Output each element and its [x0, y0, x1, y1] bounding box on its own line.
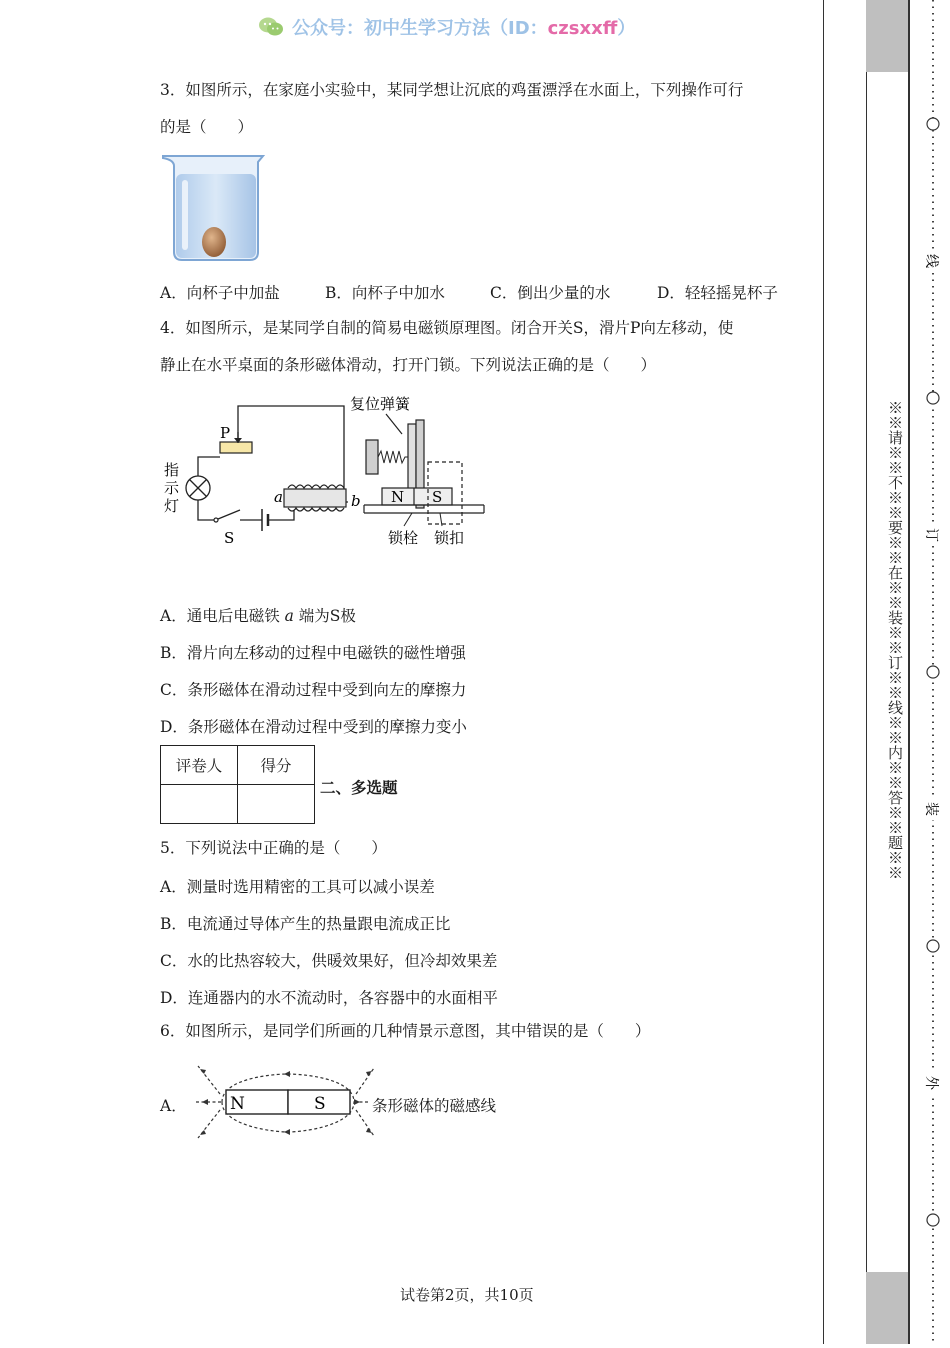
q4-electromagnetic-lock-figure — [158, 392, 498, 556]
score-cell-grader — [161, 785, 238, 824]
q4-line2: 静止在水平桌面的条形磁体滑动，打开门锁。下列说法正确的是（ ） — [160, 356, 657, 374]
lamp-label-2: 示 — [164, 479, 180, 497]
score-table — [160, 745, 315, 824]
watermark-id: czsxxff — [547, 18, 618, 39]
magnet-s-label: S — [432, 488, 443, 506]
binding-dotted-line — [922, 0, 944, 1344]
score-header-grader: 评卷人 — [161, 746, 238, 785]
switch-s-label: S — [224, 529, 235, 547]
q6-option-a-label: A． — [160, 1097, 187, 1115]
q3-option-a: A．向杯子中加盐 — [160, 284, 280, 302]
binding-margin — [823, 0, 867, 1344]
q3-line2: 的是（ ） — [160, 118, 254, 136]
q4-option-d: D．条形磁体在滑动过程中受到的摩擦力变小 — [160, 718, 467, 736]
q3-option-d: D．轻轻摇晃杯子 — [657, 284, 778, 302]
q6-magnet-s: S — [314, 1094, 326, 1114]
q6-option-a-caption: 条形磁体的磁感线 — [372, 1097, 497, 1115]
magnet-n-label: N — [391, 488, 405, 506]
q5-option-c: C．水的比热容较大，供暖效果好，但冷却效果差 — [160, 952, 498, 970]
binding-rule — [908, 0, 910, 1344]
binding-mark-outer: 外 — [923, 1076, 939, 1090]
binding-mark-order: 订 — [923, 528, 939, 542]
binding-gray-top — [866, 0, 908, 72]
q4-option-b: B．滑片向左移动的过程中电磁铁的磁性增强 — [160, 644, 466, 662]
watermark — [258, 14, 635, 43]
q6-magnet-n: N — [230, 1094, 245, 1114]
q4-option-a-var: a — [284, 607, 294, 625]
wechat-icon — [258, 16, 284, 43]
score-cell-score — [238, 785, 315, 824]
bolt-label: 锁栓 — [388, 529, 419, 547]
q4-option-a-post: 端为S极 — [293, 607, 356, 625]
q4-line1: 4．如图所示，是某同学自制的简易电磁锁原理图。闭合开关S，滑片P向左移动，使 — [160, 319, 734, 337]
section-title: 二、多选题 — [320, 779, 398, 797]
q3-line1: 3．如图所示，在家庭小实验中，某同学想让沉底的鸡蛋漂浮在水面上，下列操作可行 — [160, 81, 744, 99]
watermark-close: ） — [617, 18, 636, 39]
q5-stem: 5．下列说法中正确的是（ ） — [160, 839, 387, 857]
watermark-text: 公众号：初中生学习方法（ID： — [292, 18, 548, 39]
slider-p-label: P — [220, 424, 231, 442]
q3-option-c: C．倒出少量的水 — [490, 284, 611, 302]
q3-beaker-figure — [160, 152, 270, 268]
end-b-label: b — [351, 492, 361, 510]
q4-option-a — [160, 604, 356, 626]
spring-label: 复位弹簧 — [350, 395, 411, 413]
lamp-label-1: 指 — [164, 461, 180, 479]
page-footer: 试卷第2页，共10页 — [400, 1286, 534, 1304]
binding-mark-bind: 装 — [923, 802, 939, 816]
q3-option-b: B．向杯子中加水 — [325, 284, 445, 302]
lamp-label-3: 灯 — [164, 497, 180, 515]
score-header-score: 得分 — [238, 746, 315, 785]
binding-notice: ※※请※※不※※要※※在※※装※※订※※线※※内※※答※※题※※ — [886, 400, 904, 880]
q5-option-b: B．电流通过导体产生的热量跟电流成正比 — [160, 915, 451, 933]
q4-option-c: C．条形磁体在滑动过程中受到向左的摩擦力 — [160, 681, 467, 699]
q5-option-d: D．连通器内的水不流动时，各容器中的水面相平 — [160, 989, 498, 1007]
q5-option-a: A．测量时选用精密的工具可以减小误差 — [160, 878, 435, 896]
binding-gray-bottom — [866, 1272, 908, 1344]
end-a-label: a — [274, 488, 283, 506]
binding-mark-line: 线 — [923, 254, 939, 268]
q4-option-a-pre: A．通电后电磁铁 — [160, 607, 285, 625]
q6-stem: 6．如图所示，是同学们所画的几种情景示意图，其中错误的是（ ） — [160, 1022, 651, 1040]
catch-label: 锁扣 — [434, 529, 465, 547]
